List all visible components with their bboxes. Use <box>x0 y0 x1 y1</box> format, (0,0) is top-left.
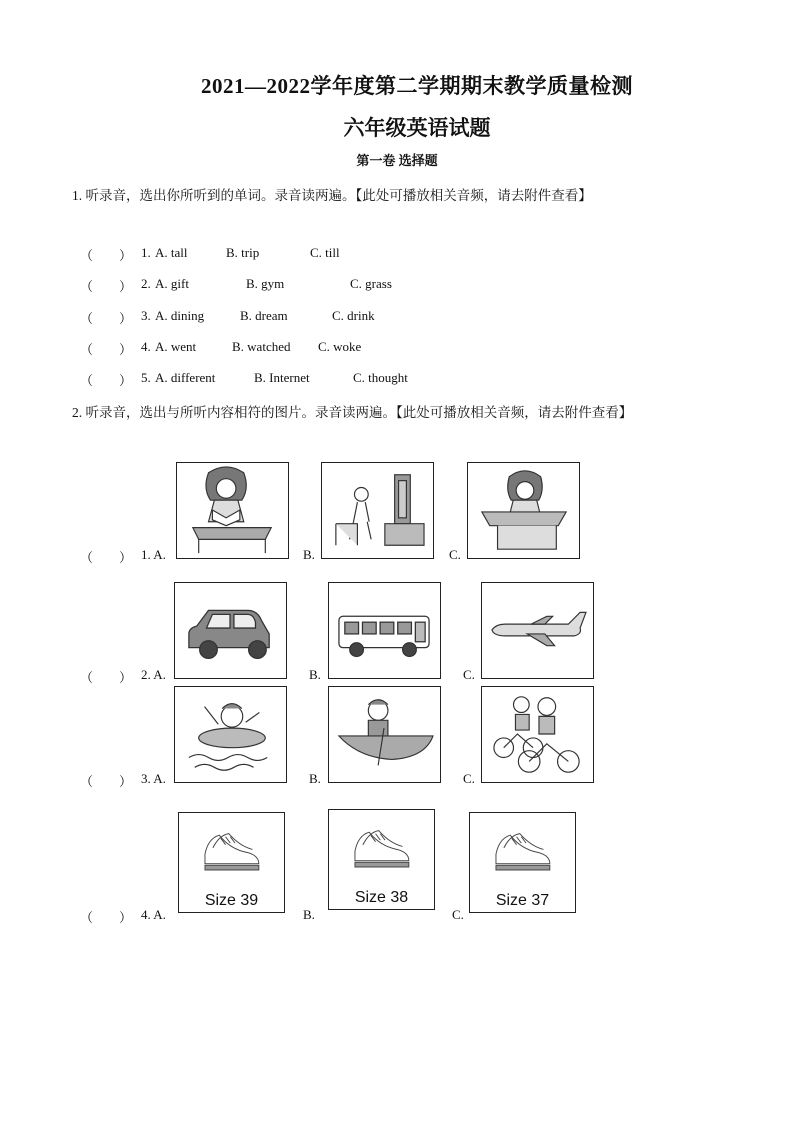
item-number: 5. <box>141 370 151 385</box>
answer-paren: （ ） <box>80 311 133 326</box>
picture-shoes-size-38 <box>328 809 435 910</box>
picture-girl-watching-tv <box>321 462 434 559</box>
option-b: B. Internet <box>254 370 310 385</box>
item-number: 4. <box>141 339 151 354</box>
option-label-b: B. <box>303 907 315 922</box>
option-b: B. watched <box>232 339 291 354</box>
boys-cycling-icon <box>482 687 593 782</box>
answer-paren: （ ） <box>80 550 133 565</box>
sneakers-icon <box>329 810 434 890</box>
question-2-instruction: 2. 听录音，选出与所听内容相符的图片。录音读两遍。【此处可播放相关音频，请去附件查看】 <box>72 405 633 420</box>
item-number: 2. <box>141 276 151 291</box>
picture-car <box>174 582 287 679</box>
picture-boy-rowing <box>328 686 441 783</box>
question-1-instruction: 1. 听录音，选出你所听到的单词。录音读两遍。【此处可播放相关音频，请去附件查看】 <box>72 188 592 203</box>
size-label: Size 38 <box>354 889 409 906</box>
option-a: A. tall <box>155 245 188 260</box>
picture-boys-cycling <box>481 686 594 783</box>
answer-paren: （ ） <box>80 342 133 357</box>
answer-paren: （ ） <box>80 373 133 388</box>
option-a: A. gift <box>155 276 189 291</box>
option-a: A. went <box>155 339 197 354</box>
sneakers-icon <box>470 813 575 893</box>
option-label-b: B. <box>303 547 315 562</box>
answer-paren: （ ） <box>80 774 133 789</box>
page-subtitle: 六年级英语试题 <box>343 116 491 140</box>
boy-rowing-icon <box>329 687 440 782</box>
option-label-b: B. <box>309 667 321 682</box>
option-label-b: B. <box>309 771 321 786</box>
picture-plane <box>481 582 594 679</box>
option-label-c: C. <box>452 907 464 922</box>
picture-shoes-size-39 <box>178 812 285 913</box>
option-label-a: 2. A. <box>141 667 166 682</box>
option-a: A. different <box>155 370 216 385</box>
option-c: C. thought <box>353 370 408 385</box>
boy-swimming-icon <box>175 687 286 782</box>
girl-writing-icon <box>468 463 579 558</box>
option-label-c: C. <box>463 771 475 786</box>
option-label-c: C. <box>463 667 475 682</box>
option-label-a: 1. A. <box>141 547 166 562</box>
section-heading: 第一卷 选择题 <box>356 153 438 168</box>
plane-icon <box>482 583 593 678</box>
option-label-c: C. <box>449 547 461 562</box>
size-label: Size 37 <box>495 892 550 909</box>
girl-reading-icon <box>177 463 288 558</box>
item-number: 3. <box>141 308 151 323</box>
option-c: C. till <box>310 245 340 260</box>
picture-girl-writing <box>467 462 580 559</box>
option-c: C. drink <box>332 308 375 323</box>
answer-paren: （ ） <box>80 910 133 925</box>
answer-paren: （ ） <box>80 670 133 685</box>
picture-boy-swimming <box>174 686 287 783</box>
answer-paren: （ ） <box>80 248 133 263</box>
girl-watching-tv-icon <box>322 463 433 558</box>
option-label-a: 4. A. <box>141 907 166 922</box>
option-b: B. trip <box>226 245 260 260</box>
page-title: 2021—2022学年度第二学期期末教学质量检测 <box>201 74 633 98</box>
option-b: B. dream <box>240 308 288 323</box>
option-a: A. dining <box>155 308 205 323</box>
picture-girl-reading <box>176 462 289 559</box>
item-number: 1. <box>141 245 151 260</box>
option-label-a: 3. A. <box>141 771 166 786</box>
picture-bus <box>328 582 441 679</box>
bus-icon <box>329 583 440 678</box>
picture-shoes-size-37 <box>469 812 576 913</box>
option-b: B. gym <box>246 276 285 291</box>
option-c: C. woke <box>318 339 362 354</box>
answer-paren: （ ） <box>80 279 133 294</box>
sneakers-icon <box>179 813 284 893</box>
option-c: C. grass <box>350 276 392 291</box>
car-icon <box>175 583 286 678</box>
size-label: Size 39 <box>204 892 259 909</box>
